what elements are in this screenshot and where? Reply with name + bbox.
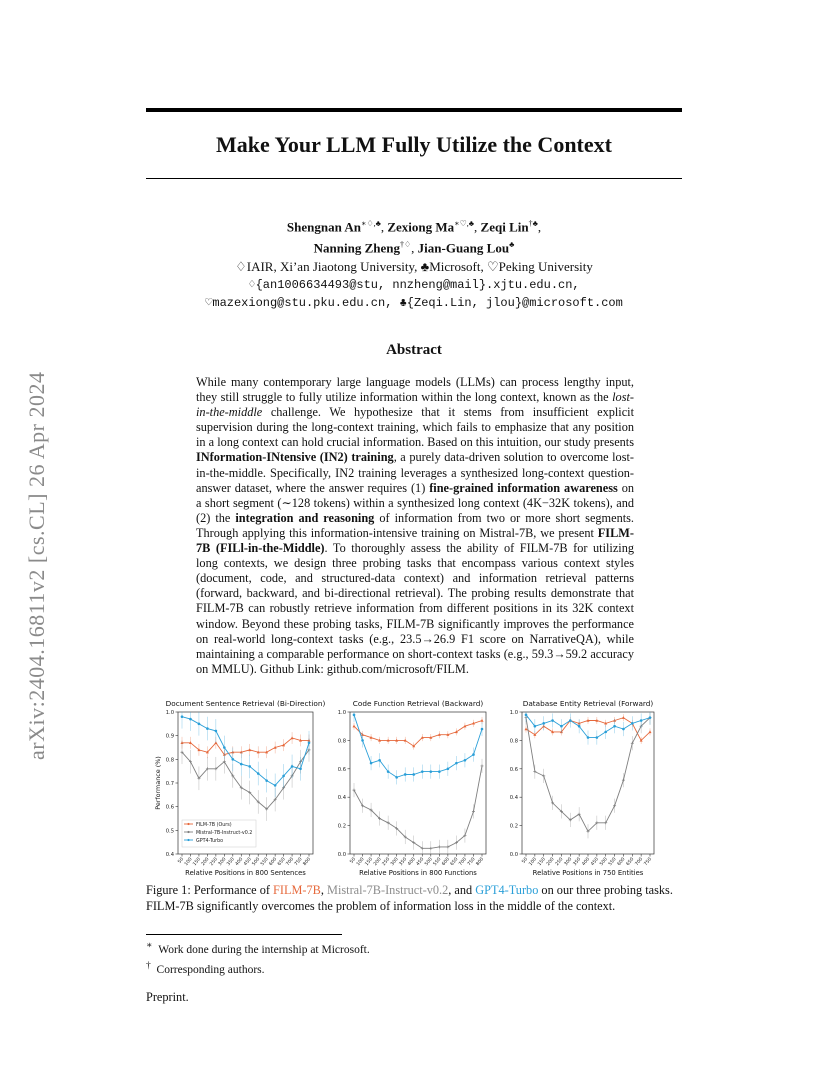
data-point bbox=[542, 774, 545, 777]
x-tick-label: 750 bbox=[294, 857, 304, 868]
x-tick-label: 50 bbox=[521, 857, 530, 865]
data-point bbox=[189, 718, 192, 721]
footnote-mark: ∗ bbox=[146, 940, 153, 951]
x-tick-label: 500 bbox=[599, 857, 609, 868]
data-point bbox=[299, 768, 302, 771]
preprint-label: Preprint. bbox=[146, 990, 189, 1004]
x-tick-label: 250 bbox=[381, 857, 392, 868]
x-tick-label: 150 bbox=[364, 857, 375, 868]
x-tick-label: 350 bbox=[572, 857, 583, 868]
caption-text: , bbox=[320, 883, 328, 897]
footnote-rule bbox=[146, 934, 342, 935]
x-tick-label: 100 bbox=[528, 857, 538, 868]
x-tick-label: 500 bbox=[251, 857, 262, 868]
author-affil-mark: †♣ bbox=[528, 219, 538, 228]
x-tick-label: 600 bbox=[268, 857, 279, 868]
data-point bbox=[596, 736, 599, 739]
author-line-2: Nanning Zheng†♢, Jian-Guang Lou♣ bbox=[313, 240, 515, 256]
abstract-text: , a purely data-driven solution to overcome lost-in-the-middle. Specifically, IN2 training leverages a synthesized long-context question-answer dataset, where the answer requires (1) bbox=[196, 450, 634, 495]
x-tick-label: 400 bbox=[581, 857, 592, 868]
x-tick-label: 550 bbox=[608, 857, 618, 868]
y-tick-label: 0.2 bbox=[337, 823, 346, 830]
data-point bbox=[447, 768, 450, 771]
x-tick-label: 100 bbox=[356, 857, 366, 868]
data-point bbox=[206, 727, 209, 730]
author-affil-mark: ∗♢,♣ bbox=[361, 219, 381, 228]
x-tick-label: 250 bbox=[554, 857, 565, 868]
abstract-text: challenge. We hypothesize that it stems from insufficient explicit supervision during the long-context training, which fails to emphasize that any position in a long context can hold crucial information. Based on this intuition, our study presents bbox=[196, 405, 634, 450]
caption-gpt-ref: GPT4-Turbo bbox=[475, 883, 539, 897]
x-tick-label: 300 bbox=[390, 857, 400, 868]
author-affil-mark: †♢ bbox=[400, 240, 412, 250]
legend-marker bbox=[187, 839, 189, 841]
x-tick-label: 400 bbox=[234, 857, 245, 868]
legend-entry: GPT4-Turbo bbox=[196, 838, 224, 844]
data-point bbox=[429, 847, 432, 850]
x-tick-label: 400 bbox=[407, 857, 417, 868]
data-point bbox=[378, 759, 381, 762]
data-point bbox=[481, 764, 484, 767]
x-tick-label: 800 bbox=[302, 857, 313, 868]
caption-mistral-ref: Mistral-7B-Instruct-v0.2 bbox=[327, 883, 449, 897]
legend-entry: Mistral-7B-Instruct-v0.2 bbox=[196, 830, 253, 836]
y-tick-label: 0.6 bbox=[509, 766, 518, 773]
data-point bbox=[240, 763, 243, 766]
data-point bbox=[438, 845, 441, 848]
data-point bbox=[649, 730, 652, 733]
data-point bbox=[215, 730, 218, 733]
data-point bbox=[353, 725, 356, 728]
data-point bbox=[248, 748, 251, 751]
data-point bbox=[438, 770, 441, 773]
y-tick-label: 0.6 bbox=[337, 766, 346, 773]
x-tick-label: 750 bbox=[643, 857, 654, 868]
data-point bbox=[361, 739, 364, 742]
data-point bbox=[181, 715, 184, 718]
data-point bbox=[274, 784, 277, 787]
data-point bbox=[604, 731, 607, 734]
abstract-paragraph bbox=[196, 375, 634, 677]
y-tick-label: 0.6 bbox=[165, 804, 174, 811]
x-tick-label: 50 bbox=[349, 857, 358, 865]
x-tick-label: 50 bbox=[177, 857, 186, 865]
author-list bbox=[0, 215, 828, 312]
y-tick-label: 0.4 bbox=[165, 852, 174, 858]
caption-text: Figure 1: Performance of bbox=[146, 883, 274, 897]
y-tick-label: 0.8 bbox=[165, 757, 174, 764]
data-point bbox=[265, 779, 268, 782]
x-axis-label: Relative Positions in 800 Functions bbox=[359, 869, 477, 877]
footnotes bbox=[146, 938, 370, 978]
legend-marker bbox=[187, 823, 189, 825]
chart-title: Database Entity Retrieval (Forward) bbox=[522, 699, 654, 708]
figure-1-charts bbox=[150, 694, 660, 878]
y-tick-label: 0.7 bbox=[165, 781, 174, 787]
data-point bbox=[533, 770, 536, 773]
figure-caption bbox=[146, 882, 684, 914]
data-point bbox=[395, 776, 398, 779]
x-tick-label: 600 bbox=[616, 857, 627, 868]
series-line bbox=[182, 738, 309, 755]
abstract-heading: Abstract bbox=[386, 342, 442, 358]
title-bottom-rule bbox=[146, 178, 682, 179]
data-point bbox=[370, 762, 373, 765]
y-tick-label: 0.5 bbox=[165, 828, 174, 835]
x-tick-label: 350 bbox=[398, 857, 409, 868]
abstract-text: on a short segment (∼128 tokens) within a synthesized long context (4K−32K tokens), and (2) the bbox=[196, 480, 634, 525]
x-tick-label: 550 bbox=[432, 857, 443, 868]
chart-title: Document Sentence Retrieval (Bi-Direction) bbox=[165, 699, 326, 708]
abstract-text: of information from two or more short segments. Through applying this information-intensive training on Mistral-7B, we present bbox=[196, 510, 635, 540]
x-axis-label: Relative Positions in 750 Entities bbox=[532, 869, 644, 877]
chart-database-entity-retrieval bbox=[510, 699, 654, 877]
data-point bbox=[198, 723, 201, 726]
author-name: Zexiong Ma bbox=[387, 219, 455, 235]
y-tick-label: 0.2 bbox=[509, 823, 518, 830]
abstract-bold: FILM-7B (FILl-in-the-Middle) bbox=[196, 525, 634, 556]
email-line-2: ♡mazexiong@stu.pku.edu.cn, ♣{Zeqi.Lin, jlou}@microsoft.com bbox=[205, 295, 623, 310]
y-tick-label: 1.0 bbox=[165, 710, 174, 716]
x-tick-label: 150 bbox=[537, 857, 547, 868]
y-tick-label: 0.9 bbox=[165, 733, 174, 740]
series-line bbox=[354, 721, 482, 747]
data-point bbox=[446, 845, 449, 848]
x-tick-label: 300 bbox=[217, 857, 228, 868]
x-tick-label: 800 bbox=[475, 857, 486, 868]
data-point bbox=[481, 719, 484, 722]
chart-code-function-retrieval bbox=[338, 699, 486, 877]
y-tick-label: 1.0 bbox=[509, 710, 518, 716]
data-point bbox=[455, 762, 458, 765]
author-name: Jian-Guang Lou bbox=[417, 240, 510, 256]
data-point bbox=[308, 741, 311, 744]
data-point bbox=[578, 725, 581, 728]
x-tick-label: 100 bbox=[184, 857, 194, 868]
data-point bbox=[412, 773, 415, 776]
x-tick-label: 450 bbox=[243, 857, 253, 868]
author-line-1: Shengnan An∗♢,♣, Zexiong Ma∗♡,♣, Zeqi Lin†♣, bbox=[286, 219, 542, 235]
data-point bbox=[232, 758, 235, 761]
author-name: Zeqi Lin bbox=[480, 219, 529, 235]
data-point bbox=[257, 772, 260, 775]
data-point bbox=[525, 714, 528, 717]
x-tick-label: 650 bbox=[449, 857, 460, 868]
author-affil-mark: ♣ bbox=[509, 240, 515, 250]
data-point bbox=[640, 719, 643, 722]
data-point bbox=[291, 765, 294, 768]
y-tick-label: 0.8 bbox=[337, 738, 346, 745]
data-point bbox=[560, 725, 563, 728]
author-name: Nanning Zheng bbox=[313, 240, 400, 256]
data-point bbox=[481, 728, 484, 731]
data-point bbox=[551, 719, 554, 722]
x-tick-label: 600 bbox=[441, 857, 451, 868]
data-point bbox=[223, 746, 226, 749]
data-point bbox=[542, 722, 545, 725]
data-point bbox=[472, 753, 475, 756]
y-tick-label: 0.8 bbox=[509, 738, 518, 745]
footnote-text: Corresponding authors. bbox=[156, 963, 265, 976]
data-point bbox=[353, 714, 356, 717]
data-point bbox=[569, 719, 572, 722]
data-point bbox=[421, 770, 424, 773]
caption-text: , and bbox=[448, 883, 476, 897]
data-point bbox=[649, 716, 652, 719]
x-tick-label: 350 bbox=[226, 857, 236, 868]
x-tick-label: 650 bbox=[625, 857, 636, 868]
paper-title: Make Your LLM Fully Utilize the Context bbox=[216, 132, 612, 157]
x-tick-label: 650 bbox=[277, 857, 287, 868]
data-point bbox=[525, 727, 528, 730]
x-tick-label: 450 bbox=[590, 857, 600, 868]
y-tick-label: 0.4 bbox=[337, 795, 346, 802]
series-line bbox=[354, 766, 482, 848]
data-point bbox=[404, 773, 407, 776]
x-tick-label: 500 bbox=[424, 857, 434, 868]
data-point bbox=[472, 810, 475, 813]
abstract-text: While many contemporary large language models (LLMs) can process lengthy input, they still struggle to fully utilize information within the long context, known as the bbox=[196, 375, 634, 405]
chart-document-sentence-retrieval bbox=[154, 699, 326, 877]
x-tick-label: 700 bbox=[634, 857, 645, 868]
legend-entry: FILM-7B (Ours) bbox=[196, 822, 232, 828]
footnote-mark: † bbox=[146, 959, 151, 971]
arxiv-id: arXiv:2404.16811v2 [cs.CL] 26 Apr 2024 bbox=[24, 371, 49, 760]
abstract-bold: integration and reasoning bbox=[235, 510, 375, 525]
y-axis-label: Performance (%) bbox=[154, 756, 162, 810]
y-tick-label: 0.4 bbox=[509, 795, 518, 802]
x-tick-label: 750 bbox=[467, 857, 477, 868]
x-axis-label: Relative Positions in 800 Sentences bbox=[185, 869, 306, 877]
data-point bbox=[631, 742, 634, 745]
x-tick-label: 200 bbox=[546, 857, 556, 868]
data-point bbox=[622, 716, 625, 719]
footnote bbox=[146, 938, 370, 958]
x-tick-label: 250 bbox=[209, 857, 219, 868]
x-tick-label: 200 bbox=[200, 857, 211, 868]
footnote bbox=[146, 958, 370, 978]
affiliations: ♢IAIR, Xi’an Jiaotong University, ♣Microsoft, ♡Peking University bbox=[235, 258, 593, 274]
data-point bbox=[534, 725, 537, 728]
data-point bbox=[622, 728, 625, 731]
x-tick-label: 200 bbox=[373, 857, 383, 868]
data-point bbox=[282, 775, 285, 778]
abstract-text: . To thoroughly assess the ability of FILM-7B for utilizing long contexts, we design three probing tasks that encompass various context styles (document, code, and structured-data context) and information retrieval patterns (forward, backward, and bi-directional retrieval). The probing results demonstrate that FILM-7B can robustly retrieve information from different positions in its 32K context window. Beyond these probing tasks, FILM-7B significantly improves the performance on real-world long-context tasks (e.g., 23.5→26.9 F1 score on NarrativeQA), while maintaining a comparable performance on short-context tasks (e.g., 59.3→59.2 accuracy on MMLU). Github Link: github.com/microsoft/FILM. bbox=[196, 541, 634, 676]
series-line bbox=[182, 750, 309, 809]
data-point bbox=[464, 759, 467, 762]
data-point bbox=[587, 736, 590, 739]
data-point bbox=[430, 770, 433, 773]
author-affil-mark: ∗♡,♣ bbox=[454, 219, 475, 228]
data-point bbox=[613, 725, 616, 728]
y-tick-label: 0.0 bbox=[509, 852, 518, 858]
x-tick-label: 300 bbox=[563, 857, 574, 868]
abstract-body bbox=[196, 375, 634, 677]
abstract-bold: fine-grained information awareness bbox=[429, 480, 618, 495]
data-point bbox=[387, 770, 390, 773]
x-tick-label: 150 bbox=[192, 857, 202, 868]
data-point bbox=[622, 779, 625, 782]
caption-film-ref: FILM-7B bbox=[273, 883, 321, 897]
caption-text: on our three probing tasks. FILM-7B significantly overcomes the problem of information loss in the middle of the context. bbox=[146, 883, 673, 913]
data-point bbox=[613, 804, 616, 807]
abstract-bold: INformation-INtensive (IN2) training bbox=[196, 450, 394, 465]
series-line bbox=[354, 715, 482, 778]
y-tick-label: 1.0 bbox=[337, 710, 346, 716]
y-tick-label: 0.0 bbox=[337, 852, 346, 858]
data-point bbox=[248, 765, 251, 768]
x-tick-label: 550 bbox=[260, 857, 270, 868]
data-point bbox=[631, 722, 634, 725]
x-tick-label: 450 bbox=[415, 857, 426, 868]
x-tick-label: 700 bbox=[458, 857, 468, 868]
x-tick-label: 700 bbox=[285, 857, 296, 868]
title-top-rule bbox=[146, 108, 682, 112]
chart-title: Code Function Retrieval (Backward) bbox=[352, 699, 484, 708]
email-line-1: ♢{an1006634493@stu, nnzheng@mail}.xjtu.edu.cn, bbox=[248, 277, 580, 292]
abstract-emphasis: lost-in-the-middle bbox=[196, 390, 634, 420]
footnote-text: Work done during the internship at Microsoft. bbox=[158, 943, 370, 956]
author-name: Shengnan An bbox=[286, 219, 361, 235]
legend-marker bbox=[187, 831, 189, 833]
